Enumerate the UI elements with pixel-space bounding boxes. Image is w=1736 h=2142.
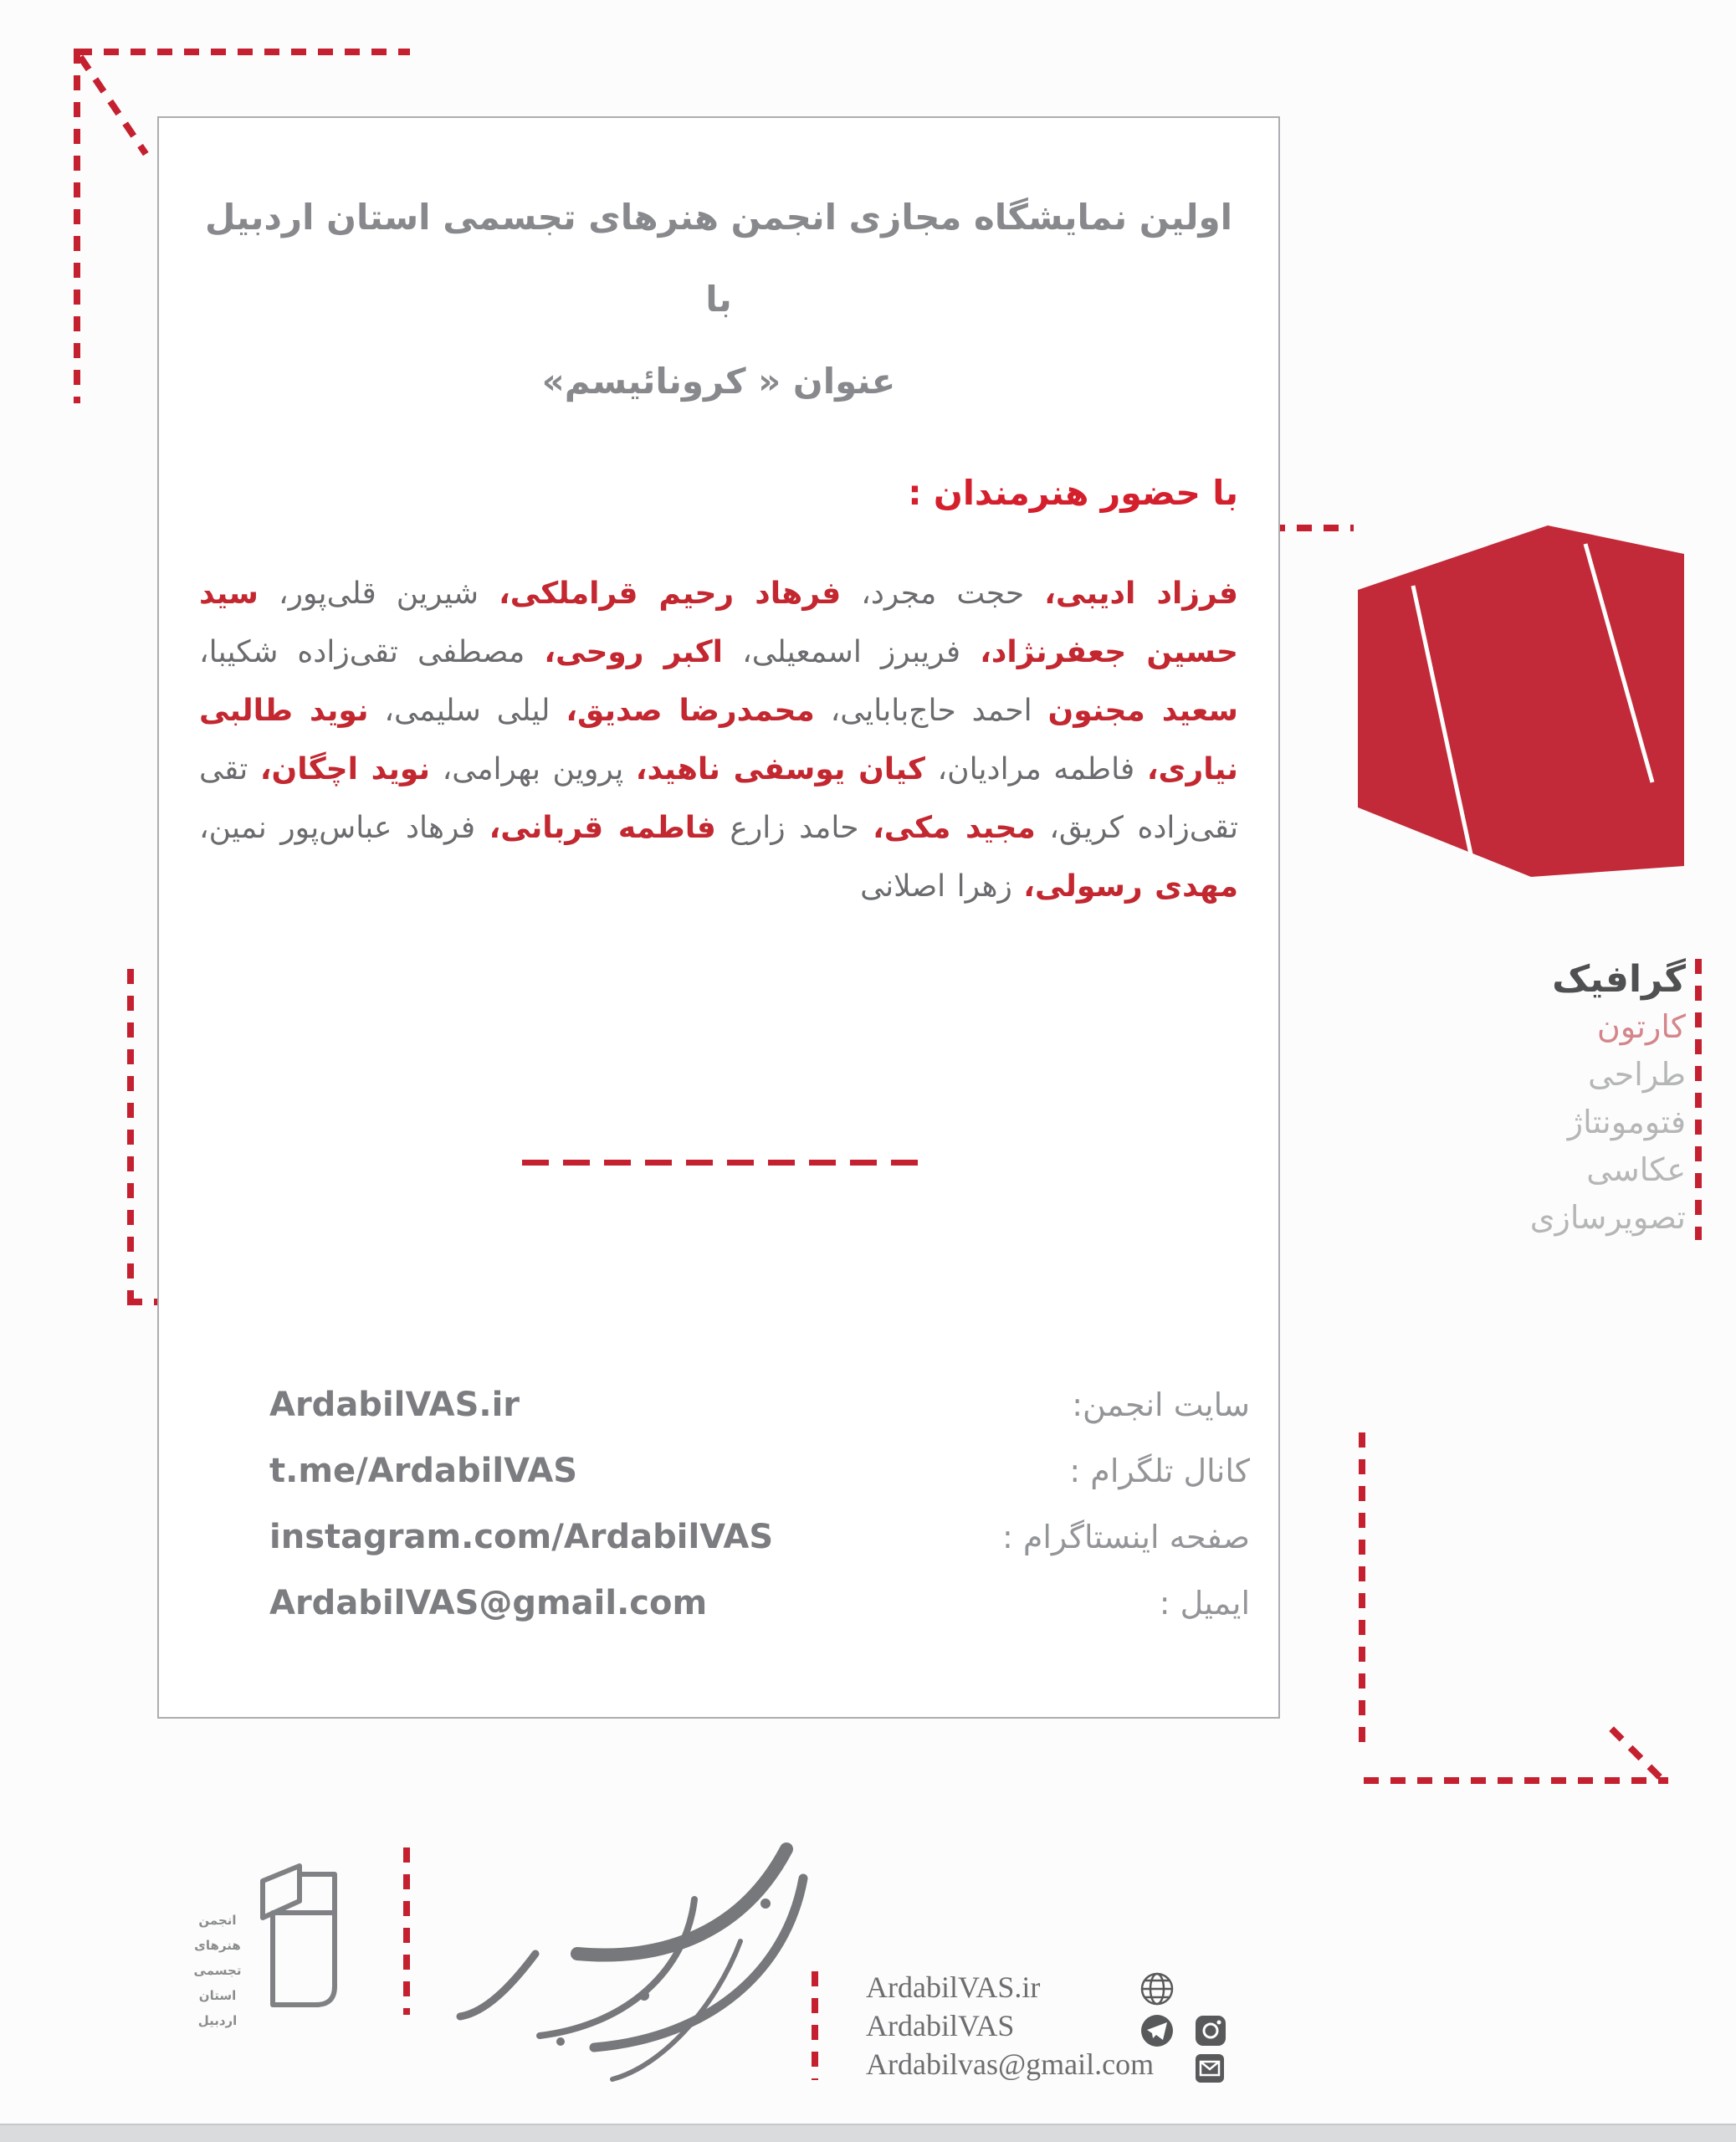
artist-name: محمدرضا صدیق، (566, 694, 815, 728)
contact-label: صفحه اینستاگرام : (1001, 1518, 1250, 1555)
category-item: طراحی (1588, 1056, 1686, 1093)
artist-name: فاطمه مرادیان، (937, 752, 1135, 787)
dashed-line-top (77, 49, 410, 55)
artist-name: تقی تقی‌زاده کریق، (199, 752, 1238, 845)
contact-value: t.me/ArdabilVAS (269, 1451, 578, 1490)
categories-list (1530, 956, 1686, 1242)
contact-value: ArdabilVAS.ir (269, 1385, 520, 1424)
artist-name: کیان یوسفی ناهید، (635, 752, 925, 787)
dashed-divider-middle (522, 1160, 927, 1166)
red-cube-graphic (1349, 517, 1687, 882)
contact-row (199, 1504, 1250, 1570)
artist-name: سعید مجنون (1047, 694, 1238, 728)
calligraphy-artwork (435, 1828, 824, 2096)
artists-paragraph (199, 565, 1238, 916)
instagram-icon (1193, 2013, 1228, 2048)
artists-heading: با حضور هنرمندان : (908, 473, 1238, 513)
artist-name: سید حسین جعفرنژاد، (199, 576, 1239, 669)
category-item: گرافیک (1552, 958, 1686, 1001)
artist-name: نوید اچگان، (259, 752, 431, 787)
email-icon (1193, 2052, 1226, 2085)
poster-title-line1: اولین نمایشگاه مجازی انجمن هنرهای تجسمی استان اردبیل با (204, 197, 1233, 320)
poster-title-line2: عنوان « کرونائیسم» (541, 361, 896, 402)
artist-name: مهدی رسولی، (1023, 869, 1238, 904)
contact-row (199, 1371, 1250, 1437)
contact-row (199, 1570, 1250, 1636)
category-item: فتومونتاژ (1567, 1104, 1686, 1140)
association-logo-caption (182, 1908, 253, 2033)
artist-name: حجت مجرد، (861, 576, 1025, 611)
artist-name: نوید طالبی نیاری، (199, 694, 1238, 787)
artist-name: احمد حاج‌بابایی، (830, 694, 1032, 728)
category-item: عکاسی (1586, 1151, 1686, 1188)
dashed-separator-footer-1 (403, 1847, 410, 2015)
contact-label: سایت انجمن: (1072, 1386, 1250, 1423)
dashed-separator-footer-2 (812, 1971, 818, 2080)
footer-link-line: Ardabilvas@gmail.com (866, 2047, 1155, 2081)
dashed-line-bottom-right-vertical (1359, 1432, 1365, 1747)
contact-label: ایمیل : (1159, 1584, 1250, 1622)
dashed-line-categories (1695, 959, 1702, 1240)
artist-name: فاطمه قربانی، (489, 811, 716, 845)
logo-caption-line: استان اردبیل (197, 1988, 238, 2028)
logo-caption-line: تجسمی (193, 1963, 242, 1978)
footer-link-line: ArdabilVAS.ir (866, 1970, 1041, 2004)
dashed-line-bottom-right-horizontal (1364, 1777, 1668, 1784)
association-logo-icon (251, 1859, 368, 2018)
dashed-line-bottom-left-vertical (127, 969, 134, 1305)
category-item: کارتون (1596, 1008, 1686, 1045)
contact-value: instagram.com/ArdabilVAS (269, 1517, 774, 1556)
artist-name: لیلی سلیمی، (384, 694, 551, 728)
dashed-diagonal-top-left (78, 55, 149, 156)
dashed-line-left (74, 49, 80, 403)
contact-value: ArdabilVAS@gmail.com (269, 1583, 708, 1622)
logo-caption-line: هنرهای (194, 1938, 241, 1953)
artist-name: فرزاد ادیبی، (1044, 576, 1238, 611)
artist-name: مصطفی تقی‌زاده شکیبا، (199, 635, 525, 669)
footer-link-line: ArdabilVAS (866, 2009, 1015, 2042)
dashed-connector-cube (1270, 525, 1354, 531)
logo-caption-line: انجمن (198, 1913, 237, 1928)
artist-name: فریبرز اسمعیلی، (742, 635, 961, 669)
artist-name: پروین بهرامی، (442, 752, 624, 787)
artist-name: فرهاد عباس‌پور نمین، (199, 811, 476, 845)
poster-title (192, 177, 1245, 423)
artist-name: مجید مکی، (873, 811, 1036, 845)
poster-card (157, 116, 1280, 1719)
contact-row (199, 1437, 1250, 1504)
category-item: تصویرسازی (1529, 1199, 1686, 1236)
contacts-section (199, 1371, 1250, 1636)
artist-name: فرهاد رحیم قراملکی، (499, 576, 842, 611)
footer-links (866, 1968, 1154, 2083)
artist-name: زهرا اصلانی (860, 869, 1012, 904)
contact-label: کانال تلگرام : (1069, 1452, 1250, 1489)
globe-icon (1139, 1971, 1175, 2006)
telegram-icon (1139, 2013, 1175, 2048)
artist-name: اکبر روحی، (544, 635, 724, 669)
artist-name: حامد زارع (730, 811, 859, 845)
bottom-strip (0, 2124, 1736, 2142)
artist-name: شیرین قلی‌پور، (278, 576, 479, 611)
